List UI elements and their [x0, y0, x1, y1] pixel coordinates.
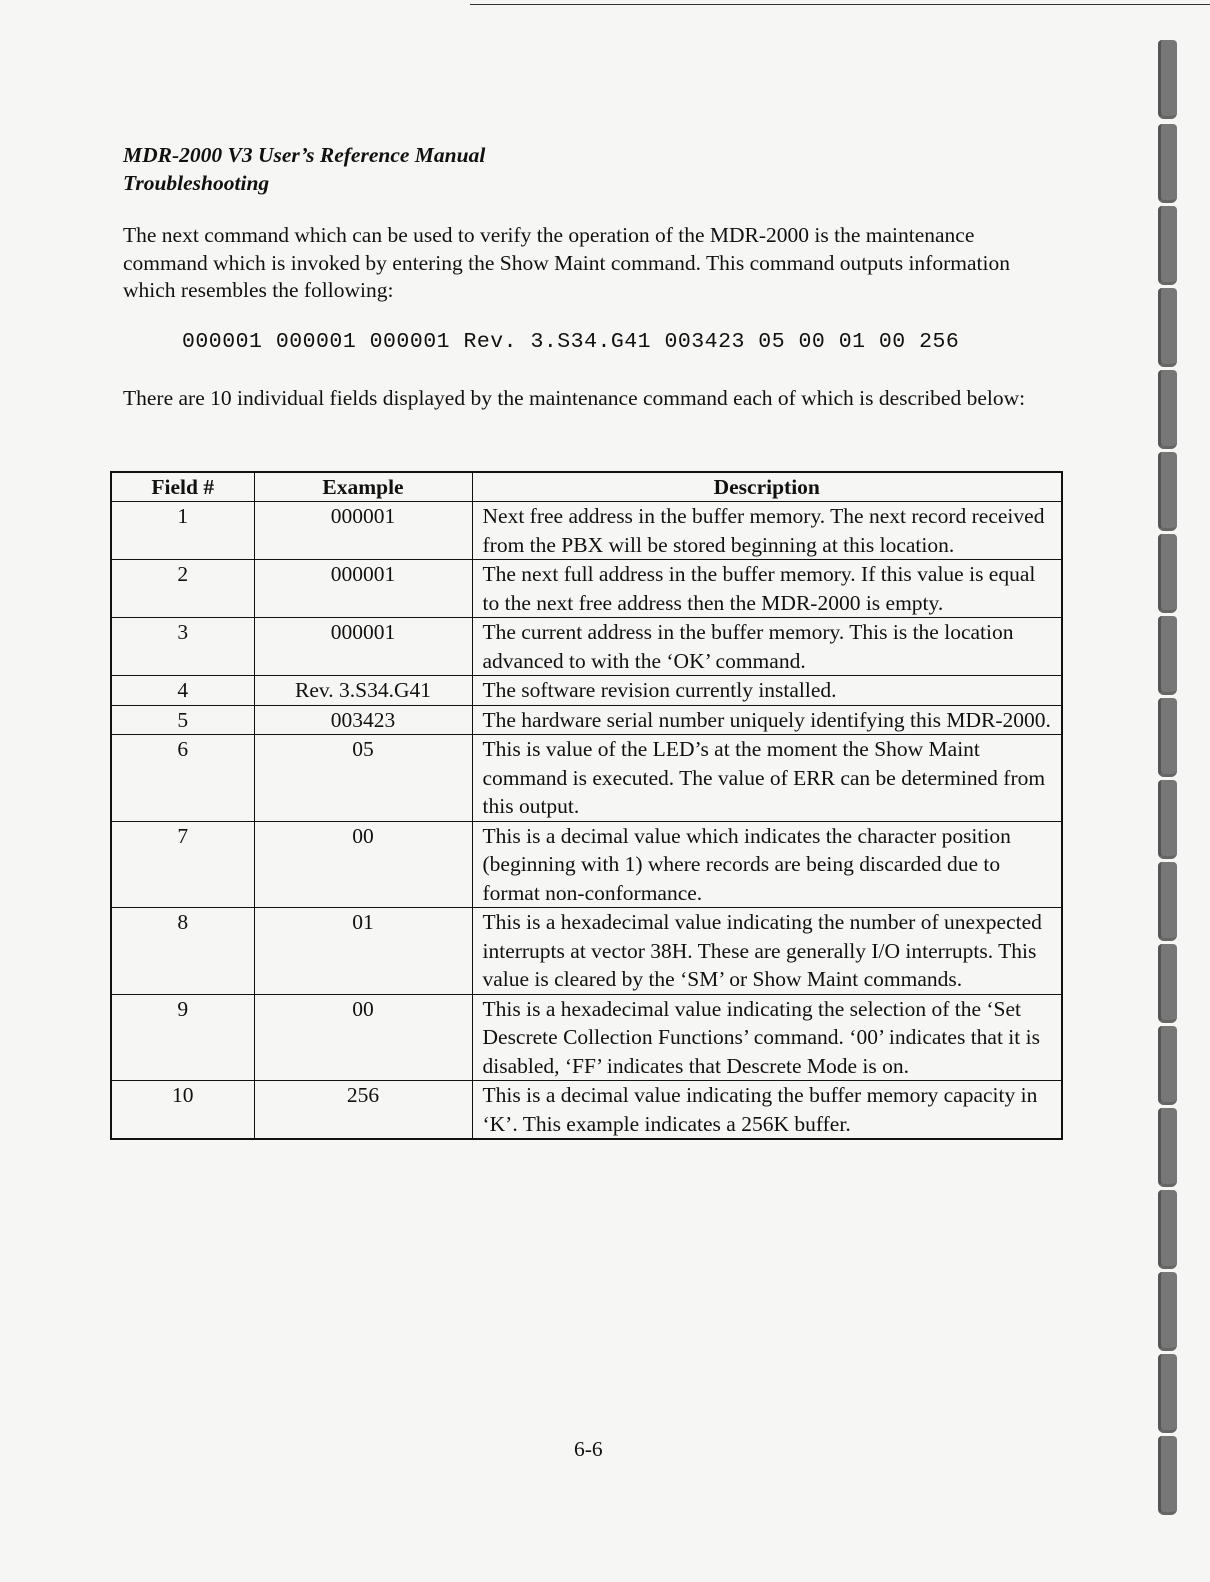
top-rule [470, 4, 1210, 5]
field-example: 00 [254, 994, 472, 1081]
field-description: This is value of the LED’s at the moment the Show Maint command is executed. The value of ERR can be determined from this output. [472, 735, 1062, 822]
binder-hole [1158, 534, 1177, 613]
field-number: 6 [111, 735, 254, 822]
table-row [111, 994, 1062, 1081]
field-example: 256 [254, 1081, 472, 1140]
binder-hole [1158, 40, 1177, 119]
binder-hole [1158, 124, 1177, 203]
field-description: This is a decimal value indicating the buffer memory capacity in ‘K’. This example indicates a 256K buffer. [472, 1081, 1062, 1140]
binder-hole [1158, 944, 1177, 1023]
binder-hole [1158, 780, 1177, 859]
table-row [111, 560, 1062, 618]
binder-hole [1158, 1272, 1177, 1351]
binder-hole [1158, 288, 1177, 367]
field-example: Rev. 3.S34.G41 [254, 676, 472, 706]
page-number: 6-6 [574, 1437, 603, 1461]
binder-hole [1158, 1108, 1177, 1187]
table-row [111, 502, 1062, 560]
binder-hole [1158, 206, 1177, 285]
field-example: 00 [254, 821, 472, 908]
field-number: 10 [111, 1081, 254, 1140]
header-field: Field # [111, 472, 254, 502]
field-example: 000001 [254, 560, 472, 618]
table-row [111, 908, 1062, 995]
table-row [111, 735, 1062, 822]
field-number: 1 [111, 502, 254, 560]
field-number: 3 [111, 618, 254, 676]
field-number: 4 [111, 676, 254, 706]
binder-hole-strip [1152, 40, 1192, 1560]
field-number: 5 [111, 705, 254, 735]
binder-hole [1158, 370, 1177, 449]
intro-paragraph: The next command which can be used to verify the operation of the MDR-2000 is the maintenance command which is invoked by entering the Show Maint command. This command outputs information which resembles the following: [123, 223, 1010, 302]
fields-table [110, 471, 1063, 1140]
field-description: This is a hexadecimal value indicating the selection of the ‘Set Descrete Collection Functions’ command. ‘00’ indicates that it is disabled, ‘FF’ indicates that Descrete Mode is on. [472, 994, 1062, 1081]
binder-hole [1158, 616, 1177, 695]
binder-hole [1158, 1026, 1177, 1105]
field-example: 003423 [254, 705, 472, 735]
page-header [123, 141, 485, 197]
field-number: 8 [111, 908, 254, 995]
field-description: The next full address in the buffer memory. If this value is equal to the next free address then the MDR-2000 is empty. [472, 560, 1062, 618]
manual-title: MDR-2000 V3 User’s Reference Manual [123, 143, 486, 167]
section-title: Troubleshooting [123, 171, 270, 195]
binder-hole [1158, 1436, 1177, 1515]
header-example: Example [254, 472, 472, 502]
field-example: 05 [254, 735, 472, 822]
field-number: 7 [111, 821, 254, 908]
binder-hole [1158, 452, 1177, 531]
table-row [111, 676, 1062, 706]
table-row [111, 1081, 1062, 1140]
field-description: Next free address in the buffer memory. The next record received from the PBX will be stored beginning at this location. [472, 502, 1062, 560]
table-row [111, 705, 1062, 735]
table-header-row [111, 472, 1062, 502]
field-description: The current address in the buffer memory. This is the location advanced to with the ‘OK’ command. [472, 618, 1062, 676]
binder-hole [1158, 1354, 1177, 1433]
field-number: 2 [111, 560, 254, 618]
binder-hole [1158, 1190, 1177, 1269]
field-example: 01 [254, 908, 472, 995]
header-description: Description [472, 472, 1062, 502]
field-example: 000001 [254, 618, 472, 676]
field-example: 000001 [254, 502, 472, 560]
field-description: The hardware serial number uniquely identifying this MDR-2000. [472, 705, 1062, 735]
sample-output: 000001 000001 000001 Rev. 3.S34.G41 003423 05 00 01 00 256 [182, 330, 960, 354]
field-description: This is a hexadecimal value indicating the number of unexpected interrupts at vector 38H. These are generally I/O interrupts. This value is cleared by the ‘SM’ or Show Maint commands. [472, 908, 1062, 995]
table-row [111, 618, 1062, 676]
field-number: 9 [111, 994, 254, 1081]
binder-hole [1158, 698, 1177, 777]
field-description: This is a decimal value which indicates the character position (beginning with 1) where records are being discarded due to format non-conformance. [472, 821, 1062, 908]
table-row [111, 821, 1062, 908]
field-description: The software revision currently installed. [472, 676, 1062, 706]
fields-intro: There are 10 individual fields displayed by the maintenance command each of which is described below: [123, 386, 1026, 410]
binder-hole [1158, 862, 1177, 941]
